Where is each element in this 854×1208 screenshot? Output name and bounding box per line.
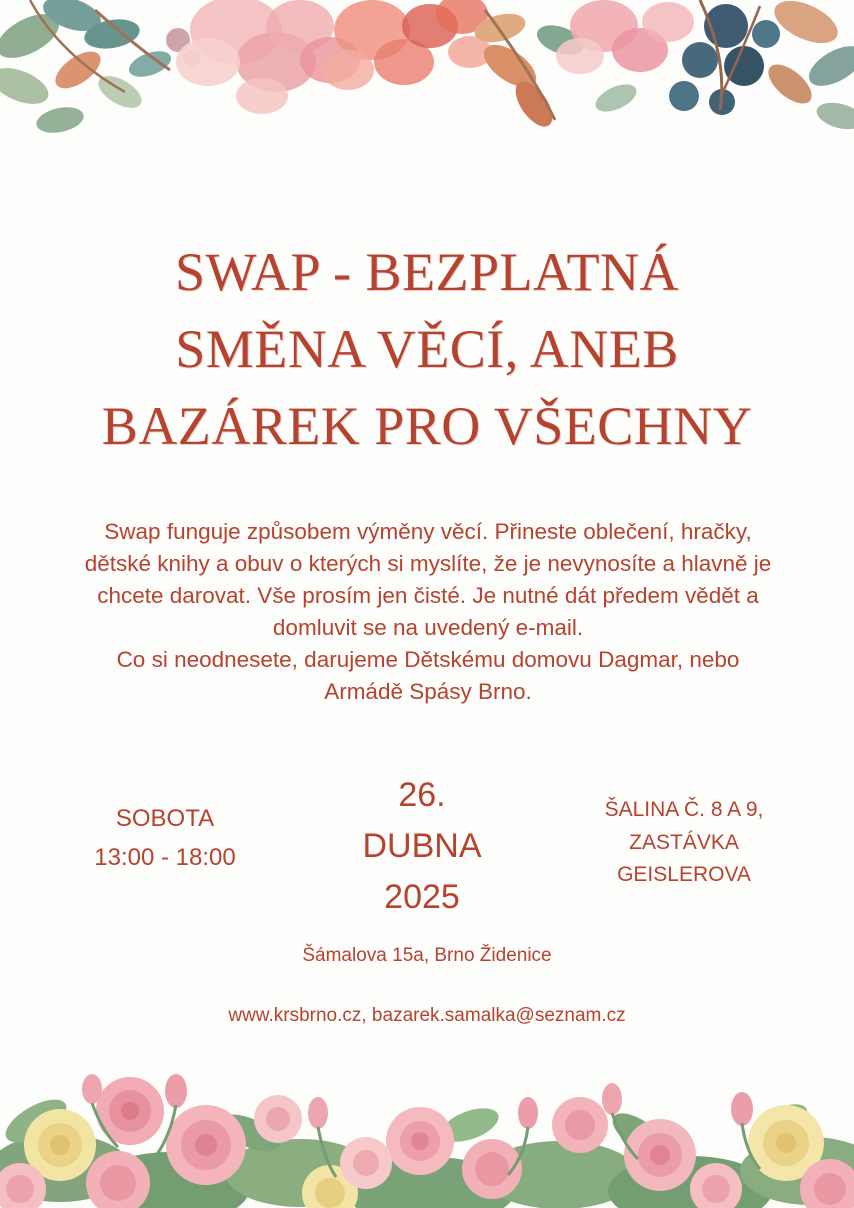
event-day-time	[40, 770, 290, 878]
description-paragraph-1: Swap funguje způsobem výměny věcí. Přineste oblečení, hračky, dětské knihy a obuv o kterých si myslíte, že je nevynosíte a hlavně je chcete darovat. Vše prosím jen čisté. Je nutné dát předem vědět a domluvit se na uvedený e-mail.	[84, 519, 772, 640]
transport-line-2: ZASTÁVKA	[629, 830, 739, 854]
event-time: 13:00 - 18:00	[94, 843, 236, 871]
event-date-month: DUBNA	[362, 827, 482, 865]
transport-line-3: GEISLEROVA	[617, 863, 751, 887]
event-date-day: 26.	[398, 776, 446, 814]
description-text	[78, 516, 778, 708]
page-title	[0, 234, 854, 464]
description-paragraph-2: Co si neodnesete, darujeme Dětskému domovu Dagmar, nebo Armádě Spásy Brno.	[116, 646, 740, 704]
transport-line-1: ŠALINA Č. 8 A 9,	[604, 798, 764, 821]
title-line-2: SMĚNA VĚCÍ, ANEB	[175, 318, 679, 379]
contact-info: www.krsbrno.cz, bazarek.samalka@seznam.cz	[228, 1005, 626, 1026]
event-address: Šámalova 15a, Brno Židenice	[302, 945, 552, 966]
event-transport	[554, 770, 814, 892]
title-line-1: SWAP - BEZPLATNÁ	[174, 242, 680, 303]
title-line-3: BAZÁREK PRO VŠECHNY	[101, 395, 753, 456]
event-day: SOBOTA	[115, 805, 215, 832]
event-date-year: 2025	[384, 878, 460, 916]
event-details-row	[40, 770, 814, 923]
event-date	[302, 770, 542, 923]
